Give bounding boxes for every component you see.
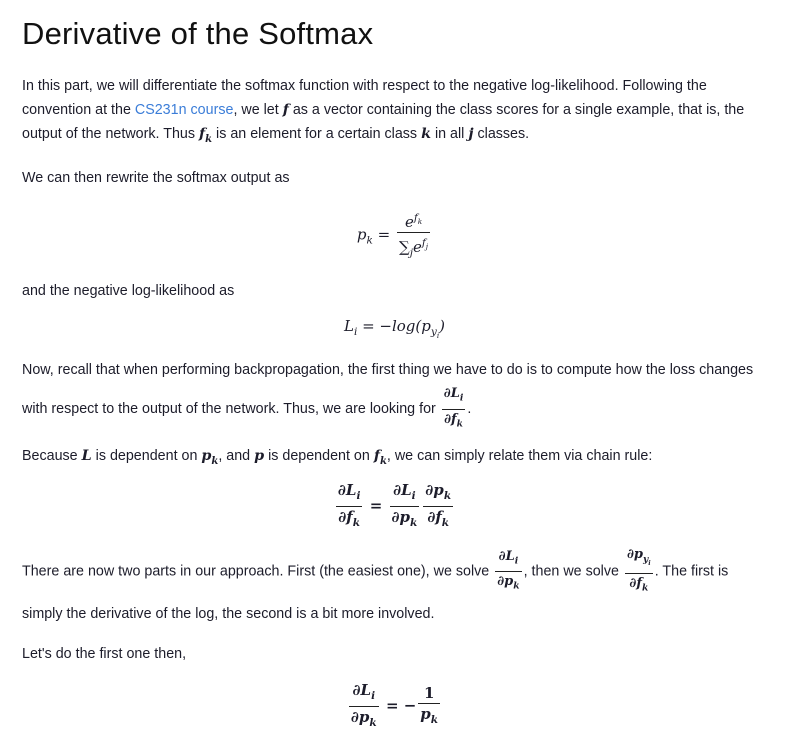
article — [0, 16, 787, 733]
text: in all — [430, 126, 469, 142]
page-title: Derivative of the Softmax — [22, 16, 374, 51]
text: In this part, we will differentiate the softmax function with respect to the negative log-likelihood. Following the convention at the — [22, 78, 707, 118]
first-derivative-equation: $\frac{\partial L_i}{\partial p_k}$ = − $\frac{1}{p_k}$ — [350, 681, 439, 730]
cs231n-link[interactable]: CS231n course — [134, 102, 234, 118]
paragraph: and the negative log-likelihood as — [22, 282, 235, 299]
softmax-equation: $p_k$ = $\frac{e^{f_k}}{\sum_je^{f_j}}$ — [22, 208, 767, 263]
fraction: $\frac{\partial L_i}{\partial f_k}$ — [443, 386, 464, 430]
paragraph: Let's do the first one then, — [22, 646, 187, 663]
paragraph: Because L is dependent on $p_k$, and p is dependent on $f_k$, we can simply relate them via chain rule: — [22, 448, 653, 468]
paragraph: We can then rewrite the softmax output as — [22, 169, 290, 186]
paragraph: Now, recall that when performing backpropagation, the first thing we have to do is to compute how the loss changes with respect to the output of the network. Thus, we are looking for $\frac{\partial L_i}{\partial f_k}$ . — [22, 356, 767, 434]
text: classes. — [473, 126, 530, 142]
math-k: k — [421, 126, 431, 142]
loss-equation: $L_i = -\log(p_{y_i})$ — [343, 316, 446, 341]
math-fk: $f_k$ — [198, 126, 213, 145]
text: is an element for a certain class — [212, 126, 422, 142]
chain-rule-equation: $\frac{\partial L_i}{\partial f_k}$ = $\frac{\partial L_i}{\partial p_k}$ $\frac{\partial p_k}{\partial f_k}$ — [337, 481, 452, 530]
intro-paragraph — [22, 74, 767, 152]
text: , we let — [233, 102, 283, 118]
paragraph: There are now two parts in our approach. First (the easiest one), we solve $\frac{\partial L_i}{\partial p_k}$ , then we solve $\frac{\partial p_{y_i}}{\partial f_k}$ . The first is simply the derivative of the log, the second is a bit more involved. — [22, 547, 729, 623]
math-j: j — [468, 126, 474, 142]
text: as a vector containing the class scores for a single example, that is, the output of the network. Thus — [22, 102, 745, 142]
fraction: $\frac{e^{f_k}}{\sum_je^{f_j}}$ — [397, 208, 430, 263]
math-f: f — [282, 102, 289, 118]
